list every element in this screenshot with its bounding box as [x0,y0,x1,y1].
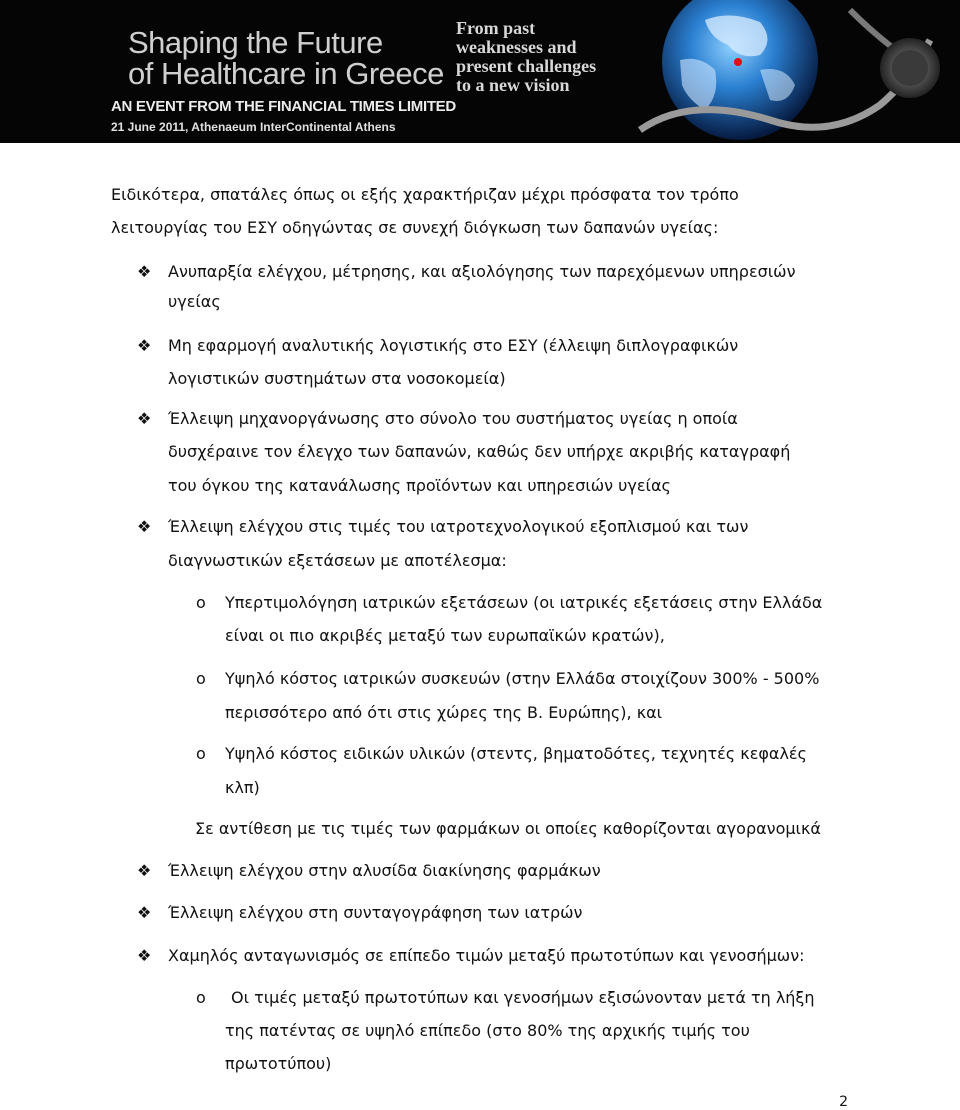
banner-tagline-line4: to a new vision [456,75,570,95]
sub-bullet-3-line-2: κλπ) [225,778,260,797]
bullet-icon: ❖ [137,861,152,880]
sub-bullet-icon: o [196,988,206,1007]
banner-tagline-line2: weaknesses and [456,37,577,57]
intro-line-1: Ειδικότερα, σπατάλες όπως οι εξής χαρακτήριζαν μέχρι πρόσφατα τον τρόπο [111,185,739,204]
sub-bullet-1-line-1: Υπερτιμολόγηση ιατρικών εξετάσεων (οι ιατρικές εξετάσεις στην Ελλάδα [225,593,823,612]
bullet-1-line-1: Ανυπαρξία ελέγχου, μέτρησης, και αξιολόγησης των παρεχόμενων υπηρεσιών [168,262,796,281]
bullet-icon: ❖ [137,336,152,355]
contrast-line: Σε αντίθεση με τις τιμές των φαρμάκων οι οποίες καθορίζονται αγορανομικά [195,819,821,838]
sub-bullet-4-line-2: της πατέντας σε υψηλό επίπεδο (στο 80% της αρχικής τιμής του [225,1021,750,1040]
bullet-3-line-1: Έλλειψη μηχανοργάνωσης στο σύνολο του συστήματος υγείας η οποία [168,409,738,428]
bullet-3-line-2: δυσχέραινε τον έλεγχο των δαπανών, καθώς δεν υπήρχε ακριβής καταγραφή [168,442,791,461]
bullet-2-line-2: λογιστικών συστημάτων στα νοσοκομεία) [168,369,506,388]
bullet-5: Έλλειψη ελέγχου στην αλυσίδα διακίνησης φαρμάκων [168,861,601,880]
bullet-6: Έλλειψη ελέγχου στη συνταγογράφηση των ιατρών [168,903,583,922]
bullet-1-line-2: υγείας [168,292,221,311]
bullet-icon: ❖ [137,409,152,428]
sub-bullet-4-line-3: πρωτοτύπου) [225,1054,332,1073]
event-banner [0,0,960,143]
sub-bullet-2-line-2: περισσότερο από ότι στις χώρες της Β. Ευρώπης), και [225,703,663,722]
sub-bullet-icon: o [196,669,206,688]
banner-date: 21 June 2011, Athenaeum InterContinental Athens [111,120,396,134]
page-number: 2 [839,1094,848,1110]
sub-bullet-icon: o [196,593,206,612]
bullet-4-line-1: Έλλειψη ελέγχου στις τιμές του ιατροτεχνολογικού εξοπλισμού και των [168,517,749,536]
sub-bullet-1-line-2: είναι οι πιο ακριβές μεταξύ των ευρωπαϊκών κρατών), [225,626,665,645]
globe-stethoscope-image [610,0,960,143]
bullet-3-line-3: του όγκου της κατανάλωσης προϊόντων και υπηρεσιών υγείας [168,476,671,495]
sub-bullet-3-line-1: Υψηλό κόστος ειδικών υλικών (στεντς, βηματοδότες, τεχνητές κεφαλές [225,744,807,763]
banner-tagline-line1: From past [456,18,536,38]
sub-bullet-icon: o [196,744,206,763]
banner-title-line2: of Healthcare in Greece [128,56,444,91]
banner-tagline [456,19,596,95]
banner-event-text: AN EVENT FROM THE FINANCIAL TIMES LIMITED [111,98,456,115]
banner-tagline-line3: present challenges [456,56,597,76]
intro-line-2: λειτουργίας του ΕΣΥ οδηγώντας σε συνεχή διόγκωση των δαπανών υγείας: [111,218,719,237]
bullet-icon: ❖ [137,946,152,965]
bullet-icon: ❖ [137,262,152,281]
bullet-icon: ❖ [137,517,152,536]
bullet-4-line-2: διαγνωστικών εξετάσεων με αποτέλεσμα: [168,551,507,570]
banner-title-line1: Shaping the Future [128,25,383,60]
sub-bullet-4-line-1: Οι τιμές μεταξύ πρωτοτύπων και γενοσήμων εξισώνονταν μετά τη λήξη [231,988,815,1007]
bullet-7: Χαμηλός ανταγωνισμός σε επίπεδο τιμών μεταξύ πρωτοτύπων και γενοσήμων: [168,946,805,965]
sub-bullet-2-line-1: Υψηλό κόστος ιατρικών συσκευών (στην Ελλάδα στοιχίζουν 300% - 500% [225,669,820,688]
bullet-icon: ❖ [137,903,152,922]
bullet-2-line-1: Μη εφαρμογή αναλυτικής λογιστικής στο ΕΣΥ (έλλειψη διπλογραφικών [168,336,739,355]
